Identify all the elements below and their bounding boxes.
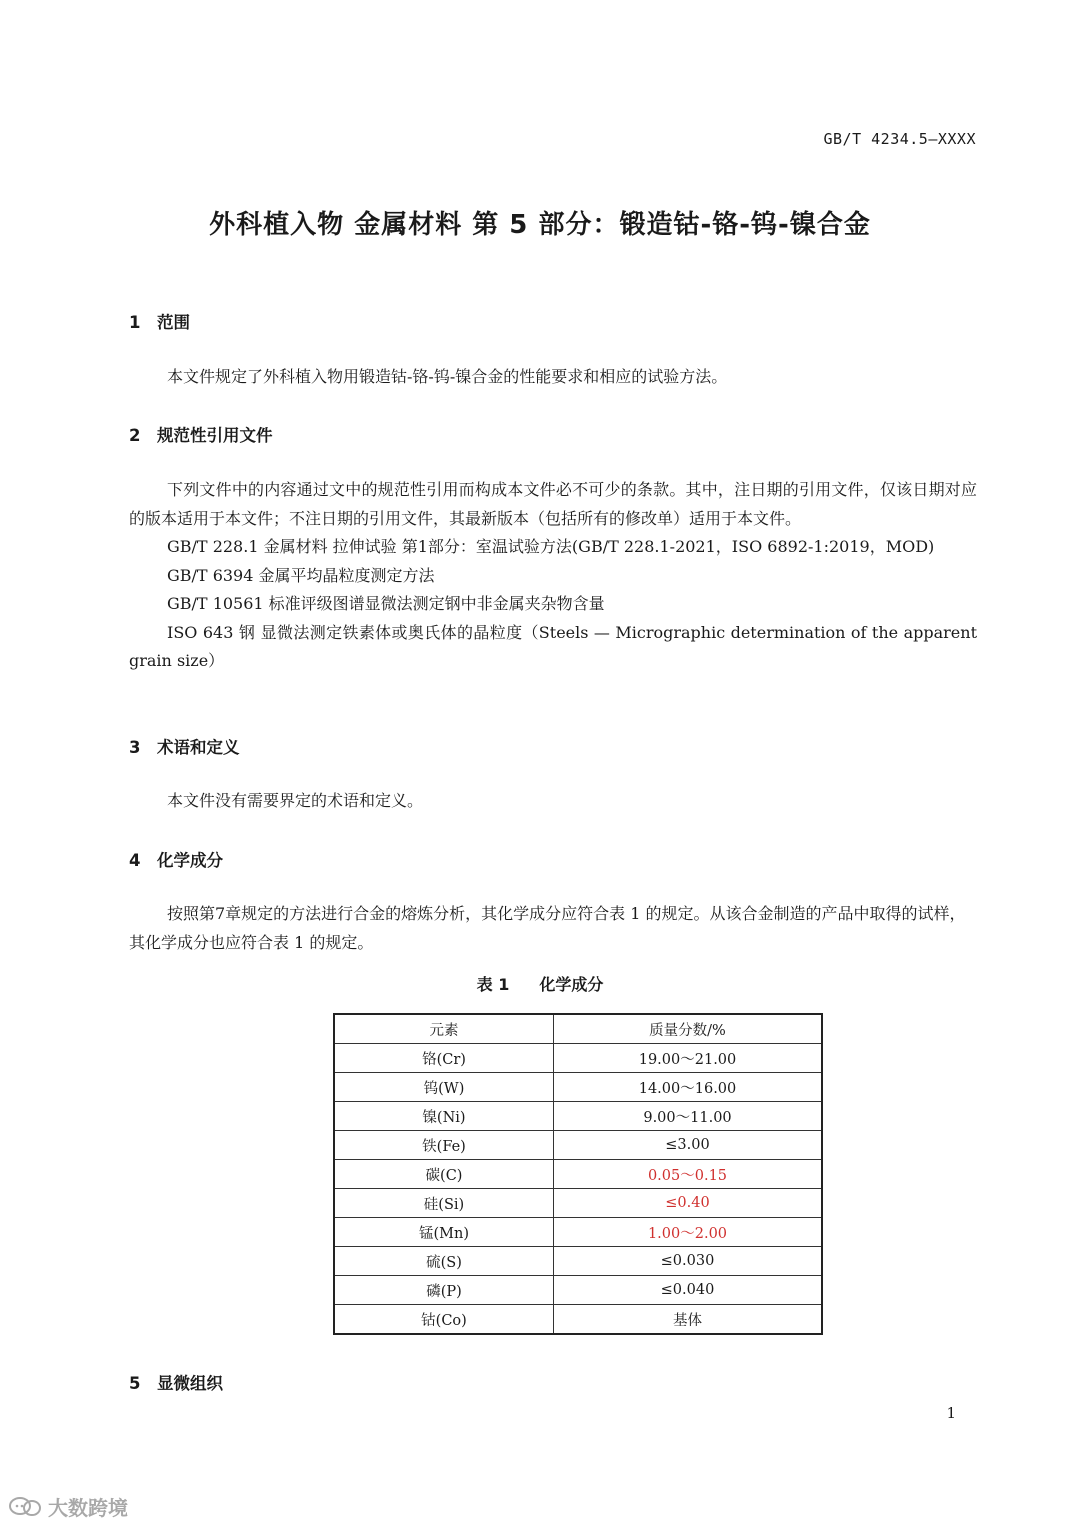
- section-number: 1: [129, 313, 141, 332]
- section-heading-microstructure: [129, 1370, 223, 1394]
- section-number: 2: [129, 426, 141, 445]
- element-cell: 钴(Co): [334, 1305, 554, 1335]
- document-title: 外科植入物 金属材料 第 5 部分：锻造钴-铬-钨-镍合金: [209, 210, 871, 240]
- value-cell: 14.00～16.00: [554, 1073, 823, 1102]
- document-code: GB/T 4234.5—XXXX: [823, 130, 976, 148]
- table-row: [334, 1131, 822, 1160]
- section-title: 范围: [157, 313, 190, 332]
- element-cell: 铬(Cr): [334, 1044, 554, 1073]
- section-title: 术语和定义: [157, 738, 240, 757]
- terms-paragraph: 本文件没有需要界定的术语和定义。: [167, 791, 424, 810]
- normative-references-block: [129, 476, 977, 676]
- reference-item: GB/T 10561 标准评级图谱显微法测定钢中非金属夹杂物含量: [167, 594, 605, 613]
- header-cell-element: 元素: [334, 1014, 554, 1044]
- element-cell: 钨(W): [334, 1073, 554, 1102]
- value-cell: ≤0.040: [554, 1276, 823, 1305]
- normative-intro-paragraph: 下列文件中的内容通过文中的规范性引用而构成本文件必不可少的条款。其中，注日期的引用文件，仅该日期对应的版本适用于本文件；不注日期的引用文件，其最新版本（包括所有的修改单）适用于本文件。: [129, 480, 977, 528]
- value-cell: 9.00～11.00: [554, 1102, 823, 1131]
- table-header-row: [334, 1014, 822, 1044]
- chemical-composition-table: [333, 1013, 823, 1335]
- table-row: [334, 1189, 822, 1218]
- reference-item: GB/T 228.1 金属材料 拉伸试验 第1部分：室温试验方法(GB/T 228.1-2021，ISO 6892-1:2019，MOD): [167, 537, 935, 556]
- table-row: [334, 1073, 822, 1102]
- element-cell: 磷(P): [334, 1276, 554, 1305]
- section-number: 3: [129, 738, 141, 757]
- table-row: [334, 1305, 822, 1335]
- section-title: 化学成分: [157, 851, 223, 870]
- element-cell: 硅(Si): [334, 1189, 554, 1218]
- section-heading-chemical-composition: [129, 847, 223, 871]
- element-cell: 锰(Mn): [334, 1218, 554, 1247]
- element-cell: 碳(C): [334, 1160, 554, 1189]
- table-row: [334, 1247, 822, 1276]
- value-cell-highlighted: 0.05～0.15: [554, 1160, 823, 1189]
- header-cell-mass-fraction: 质量分数/%: [554, 1014, 823, 1044]
- value-cell: 19.00～21.00: [554, 1044, 823, 1073]
- element-cell: 铁(Fe): [334, 1131, 554, 1160]
- table-row: [334, 1044, 822, 1073]
- watermark: [8, 1492, 128, 1521]
- value-cell-highlighted: 1.00～2.00: [554, 1218, 823, 1247]
- chat-bubble-logo-icon: [8, 1496, 42, 1518]
- table-caption-number: 表 1: [476, 975, 510, 994]
- value-cell: 基体: [554, 1305, 823, 1335]
- table-row: [334, 1102, 822, 1131]
- section-title: 显微组织: [157, 1374, 223, 1393]
- section-number: 5: [129, 1374, 141, 1393]
- section-heading-terms: [129, 734, 240, 758]
- section-number: 4: [129, 851, 141, 870]
- watermark-text: 大数跨境: [48, 1496, 128, 1520]
- element-cell: 镍(Ni): [334, 1102, 554, 1131]
- table-caption: [0, 972, 1080, 995]
- value-cell: ≤3.00: [554, 1131, 823, 1160]
- table-row: [334, 1160, 822, 1189]
- reference-item: ISO 643 钢 显微法测定铁素体或奥氏体的晶粒度（Steels — Micrographic determination of the apparent grain size）: [129, 622, 977, 670]
- table-row: [334, 1276, 822, 1305]
- chemical-composition-paragraph: 按照第7章规定的方法进行合金的熔炼分析，其化学成分应符合表 1 的规定。从该合金制造的产品中取得的试样，其化学成分也应符合表 1 的规定。: [129, 904, 966, 952]
- section-heading-normative-references: [129, 422, 273, 446]
- page-number: 1: [946, 1404, 956, 1422]
- element-cell: 硫(S): [334, 1247, 554, 1276]
- section-title: 规范性引用文件: [157, 426, 273, 445]
- value-cell-highlighted: ≤0.40: [554, 1189, 823, 1218]
- table-caption-title: 化学成分: [539, 975, 604, 994]
- scope-paragraph: 本文件规定了外科植入物用锻造钴-铬-钨-镍合金的性能要求和相应的试验方法。: [167, 367, 728, 386]
- section-heading-scope: [129, 309, 190, 333]
- value-cell: ≤0.030: [554, 1247, 823, 1276]
- reference-item: GB/T 6394 金属平均晶粒度测定方法: [167, 565, 435, 585]
- table-row: [334, 1218, 822, 1247]
